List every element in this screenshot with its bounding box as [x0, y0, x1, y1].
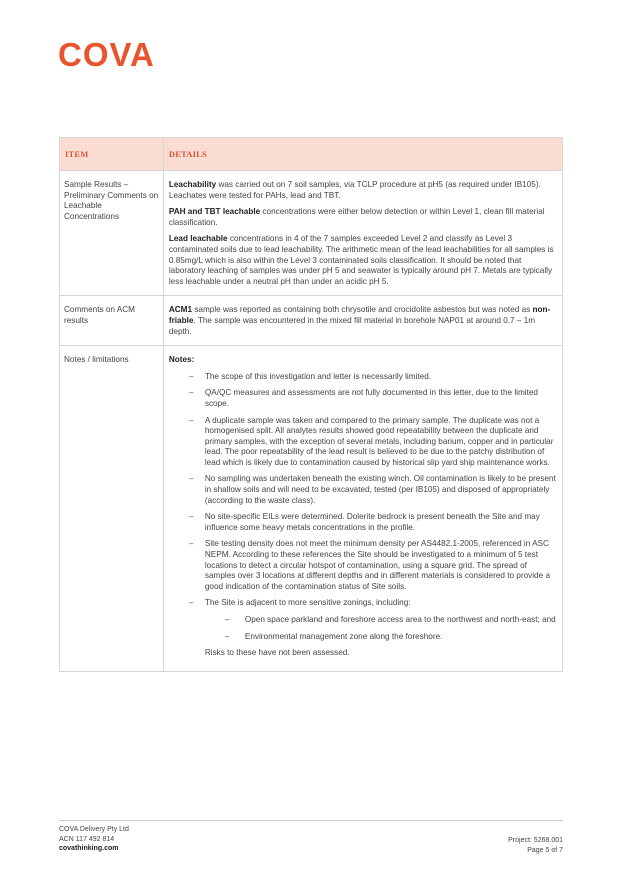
row-details: [163, 296, 562, 346]
row-details: [163, 346, 562, 672]
list-item: – A duplicate sample was taken and compared to the primary sample. The duplicate was not a homogenised split. All analytes results showed good repeatability between the duplicate and primary samples, with the exception of several metals, including barium, copper and in particular lead. The poor repeatability of the lead result is believed to be due to the patchy distribution of lead which is likely due to contamination caused by historical slip yard ship maintenance works.: [189, 416, 557, 469]
list-item: – No site-specific EILs were determined. Dolerite bedrock is present beneath the Site and may influence some heavy metals concentrations in the profile.: [189, 512, 557, 533]
page-number: Page 5 of 7: [527, 846, 563, 854]
details-table: [59, 137, 563, 672]
list-item: – QA/QC measures and assessments are not fully documented in this letter, due to the limited scope.: [189, 388, 557, 409]
notes-heading: Notes:: [168, 355, 195, 365]
footer-company-info: [59, 825, 129, 854]
company-acn: ACN 117 492 814: [59, 835, 115, 843]
list-item: – Site testing density does not meet the minimum density per AS4482.1-2005, referenced in ASC NEPM. According to these references the Site should be investigated to a minimum of 5 test locations to detect a circular hotspot of contamination, using a square grid. The spread of samples over 3 locations at different depths and in different materials is considered to provide a good indication of the contamination status of Site soils.: [189, 539, 557, 592]
footer-divider: [59, 820, 563, 821]
list-item: – Open space parkland and foreshore access area to the northwest and north-east; and: [225, 615, 557, 626]
list-item: – No sampling was undertaken beneath the existing winch. Oil contamination is likely to be present in shallow soils and will need to be excavated, tested (per IB105) and disposed of appropriately (according to the waste class).: [189, 474, 557, 506]
list-item: – Environmental management zone along the foreshore.: [225, 632, 557, 643]
cova-logo: [58, 38, 155, 72]
lead-leachable-paragraph: Lead leachable concentrations in 4 of the 7 samples exceeded Level 2 and classify as Level 3 contaminated soils due to lead leachability. The arithmetic mean of the lead leachabilities for all samples is 0.85mg/L which is also within the Level 3 contaminated soils classification. It should be noted that laboratory leaching of samples was under pH 5 and seawater is typically around pH 7. Metals are typically less leachable under a neutral pH than under an acidic pH 5.: [168, 234, 554, 286]
table-row: [60, 171, 563, 296]
company-website: covathinking.com: [59, 845, 119, 852]
item-column-header: ITEM: [60, 138, 164, 171]
risks-note: Risks to these have not been assessed.: [204, 648, 350, 658]
table-header-row: [60, 138, 563, 171]
footer-page-info: [508, 836, 563, 855]
table-row: [60, 346, 563, 672]
table-row: [60, 296, 563, 346]
list-item: – The scope of this investigation and letter is necessarily limited.: [189, 372, 557, 383]
leachability-paragraph: Leachability was carried out on 7 soil samples, via TCLP procedure at pH5 (as required under IB105). Leachates were tested for PAHs, lead and TBT.: [168, 180, 541, 200]
details-column-header: DETAILS: [163, 138, 562, 171]
logo-text: COVA: [58, 36, 155, 73]
list-item: – The Site is adjacent to more sensitive zonings, including: – Open space parkland and foreshore access area to the northwest and north-east; and – Environmental management zone along the foreshore.: [189, 598, 557, 642]
sub-notes-list: [205, 615, 557, 642]
row-item-label: Notes / limitations: [60, 346, 164, 672]
project-number: Project: 5268.001: [508, 837, 563, 844]
acm-paragraph: ACM1 sample was reported as containing both chrysotile and crocidolite asbestos but was noted as non-friable. The sample was encountered in the mixed fill material in borehole NAP01 at around 0.7 – 1m depth.: [168, 305, 551, 336]
notes-list: [169, 372, 557, 642]
row-item-label: Comments on ACM results: [60, 296, 164, 346]
row-item-label: Sample Results – Preliminary Comments on Leachable Concentrations: [60, 171, 164, 296]
row-details: [163, 171, 562, 296]
company-name: COVA Delivery Pty Ltd: [59, 826, 129, 833]
pah-tbt-paragraph: PAH and TBT leachable concentrations were either below detection or within Level 1, clean fill material classification.: [168, 207, 545, 227]
